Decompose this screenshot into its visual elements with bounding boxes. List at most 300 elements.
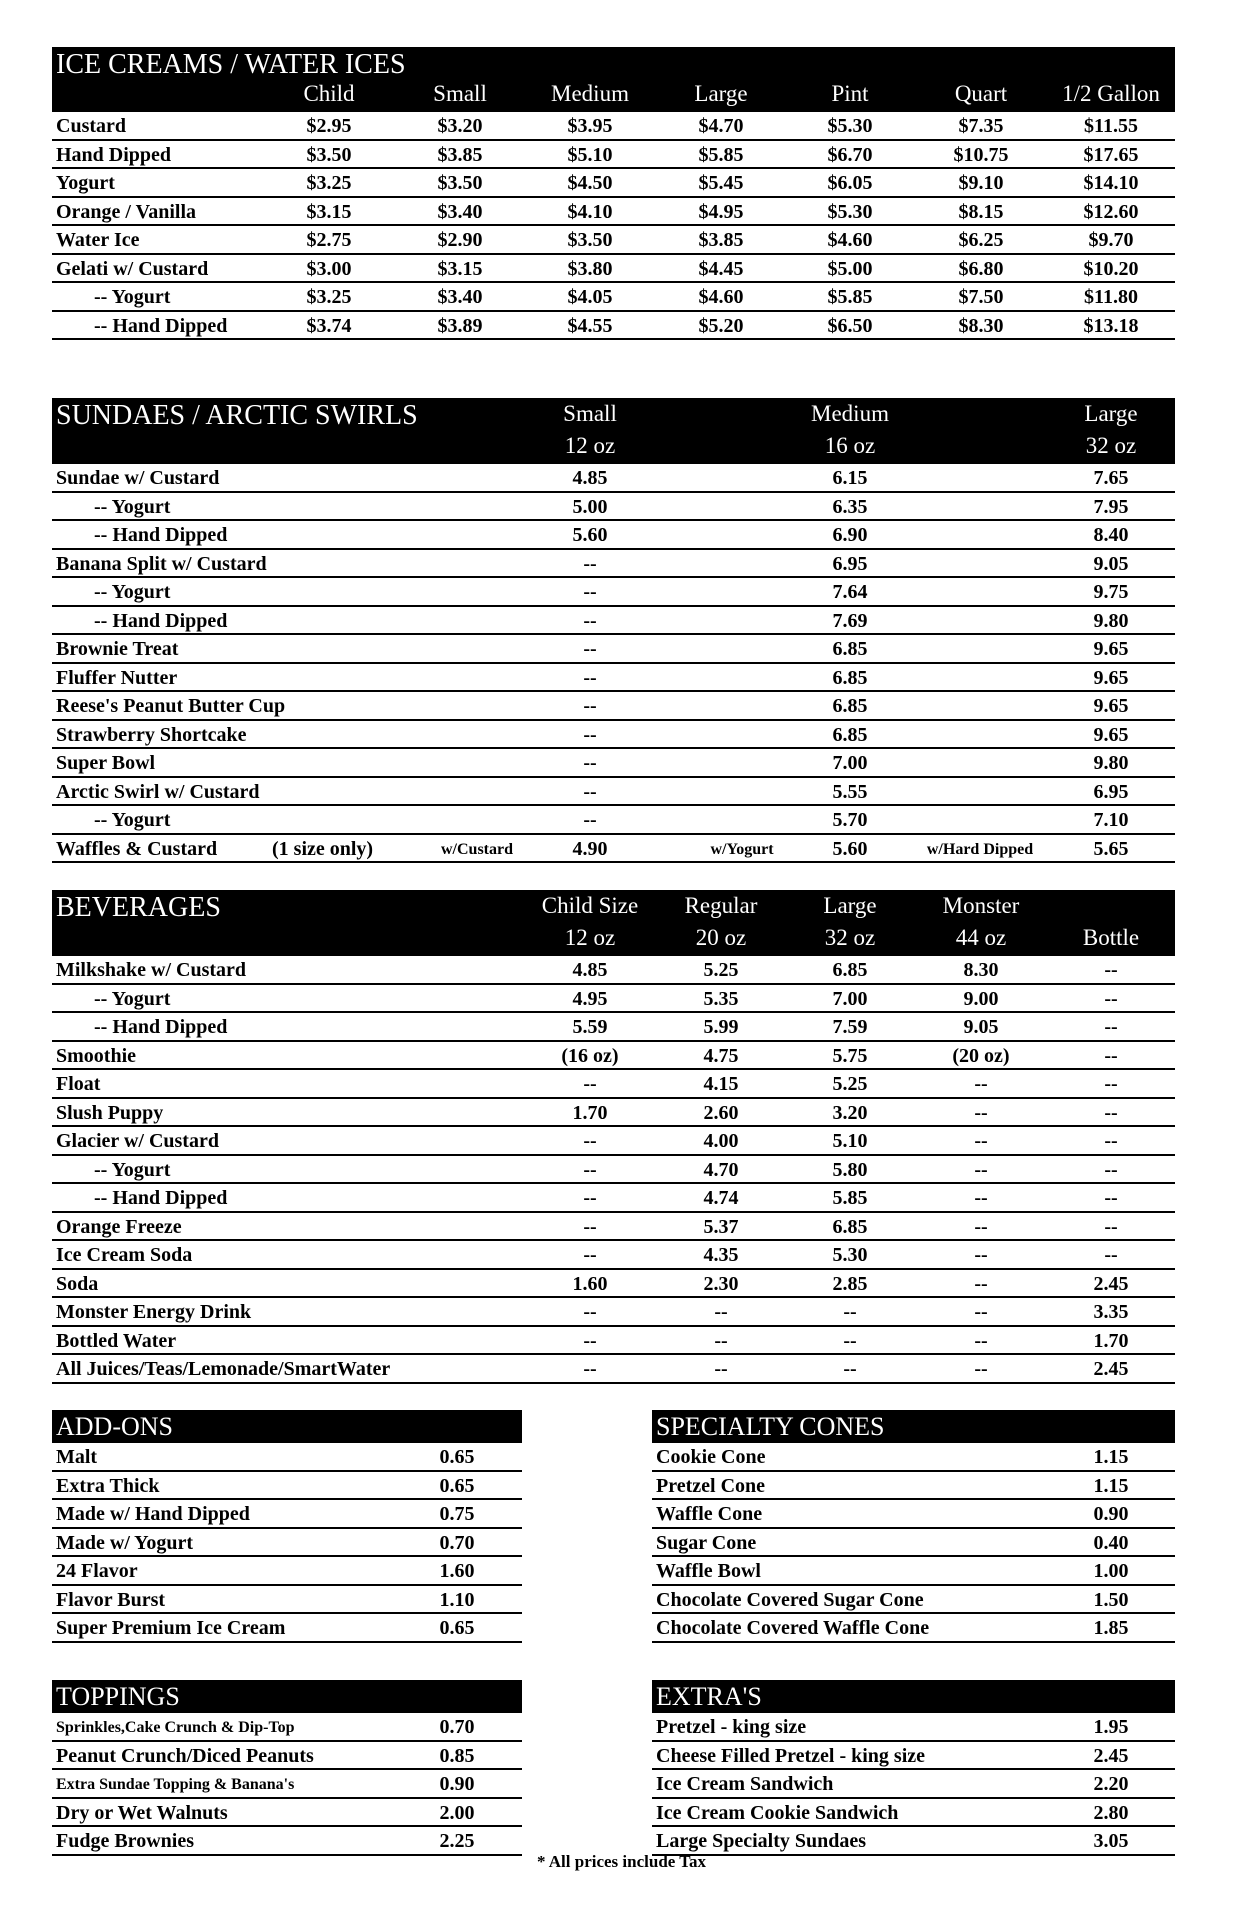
item-price: 2.20 <box>1093 1773 1129 1795</box>
item-price: -- <box>974 1272 988 1295</box>
item-price: -- <box>974 1130 988 1152</box>
item-price: 7.95 <box>1093 495 1129 518</box>
toppings-section <box>52 1680 522 1856</box>
table-row <box>52 1327 1175 1356</box>
column-header-bottle: Bottle <box>1082 925 1140 950</box>
item-price: 0.85 <box>439 1744 475 1767</box>
item-price: -- <box>714 1358 728 1380</box>
item-price: -- <box>974 1073 988 1095</box>
item-name: -- Yogurt <box>94 495 171 518</box>
item-name: Extra Thick <box>56 1474 160 1497</box>
item-price: $5.85 <box>827 286 873 308</box>
item-price: -- <box>1104 1044 1118 1067</box>
item-price: -- <box>583 1358 597 1380</box>
column-header-large: Large <box>694 81 748 106</box>
footnote: * All prices include Tax <box>536 1852 707 1871</box>
item-price: $11.55 <box>1084 115 1138 137</box>
table-row <box>52 464 1175 493</box>
table-row <box>52 1070 1175 1099</box>
item-price: 0.65 <box>439 1617 475 1639</box>
item-name: Banana Split w/ Custard <box>56 552 267 575</box>
list-item <box>52 1614 522 1643</box>
item-name: -- Hand Dipped <box>94 1016 228 1038</box>
item-price: 5.10 <box>832 1130 868 1152</box>
item-name: -- Yogurt <box>94 987 171 1010</box>
item-price: 5.55 <box>832 780 868 803</box>
item-price: 0.40 <box>1093 1531 1129 1554</box>
item-price: $3.50 <box>567 229 613 251</box>
list-item <box>652 1500 1175 1529</box>
item-price: 5.37 <box>703 1215 739 1238</box>
item-price: $11.80 <box>1084 286 1138 308</box>
item-price: 2.45 <box>1093 1744 1129 1767</box>
table-row <box>52 956 1175 985</box>
item-price: $3.25 <box>306 172 352 194</box>
table-row <box>52 692 1175 721</box>
item-price: 9.65 <box>1093 666 1129 689</box>
item-price: $2.95 <box>306 115 352 137</box>
table-row <box>52 1042 1175 1071</box>
item-price: 6.90 <box>832 524 868 546</box>
item-price: 4.85 <box>572 959 608 981</box>
item-price: 4.35 <box>703 1244 739 1266</box>
item-price: -- <box>974 1329 988 1352</box>
item-name: Dry or Wet Walnuts <box>56 1801 228 1824</box>
item-name: Hand Dipped <box>56 143 172 166</box>
item-name: Slush Puppy <box>56 1101 164 1124</box>
item-name: Soda <box>56 1272 99 1295</box>
item-price: 4.75 <box>703 1044 739 1067</box>
item-price: 5.70 <box>832 809 868 831</box>
item-name: Cheese Filled Pretzel - king size <box>656 1744 926 1767</box>
table-row <box>52 1099 1175 1128</box>
waffles-custard-label: w/Custard <box>440 840 514 858</box>
item-price: $3.85 <box>437 143 483 166</box>
item-price: 1.10 <box>439 1588 475 1611</box>
item-price: -- <box>1104 1101 1118 1124</box>
column-header-monster: Monster <box>942 893 1020 918</box>
item-name: -- Hand Dipped <box>94 524 228 546</box>
item-price: -- <box>714 1301 728 1323</box>
item-price: $3.80 <box>567 257 613 280</box>
item-price: $7.35 <box>958 115 1004 137</box>
item-price: $4.50 <box>567 172 613 194</box>
list-item <box>652 1713 1175 1742</box>
item-price: $3.25 <box>306 286 352 308</box>
column-header-large: Large <box>823 893 877 918</box>
ice-creams-rows <box>52 112 1175 340</box>
item-price: 5.85 <box>832 1187 868 1209</box>
item-price: 9.05 <box>963 1016 999 1038</box>
beverages-header <box>52 890 1175 956</box>
item-price: 4.00 <box>703 1130 739 1152</box>
item-name: Fluffer Nutter <box>56 666 178 689</box>
item-name: -- Hand Dipped <box>94 314 228 337</box>
item-price: $13.18 <box>1083 314 1139 337</box>
item-name: Waffle Cone <box>656 1503 763 1525</box>
item-price: $5.85 <box>698 143 744 166</box>
item-price: 2.30 <box>703 1272 739 1295</box>
item-price: -- <box>714 1329 728 1352</box>
waffles-row <box>52 835 1175 864</box>
item-price: $12.60 <box>1083 200 1139 223</box>
item-price: 0.75 <box>439 1503 475 1525</box>
table-row <box>52 607 1175 636</box>
table-row <box>52 749 1175 778</box>
item-price: 6.15 <box>832 467 868 489</box>
item-price: $3.89 <box>437 314 483 337</box>
item-price: $6.70 <box>827 143 873 166</box>
item-price: $3.40 <box>437 200 483 223</box>
item-name: Super Premium Ice Cream <box>56 1617 286 1639</box>
item-price: $5.45 <box>698 172 744 194</box>
ice-creams-section <box>52 47 1175 340</box>
item-price: 6.85 <box>832 695 868 717</box>
item-price: 5.80 <box>832 1158 868 1181</box>
table-row <box>52 985 1175 1014</box>
item-price: 6.85 <box>832 959 868 981</box>
item-price: 6.85 <box>832 1215 868 1238</box>
item-name: Cookie Cone <box>656 1446 766 1468</box>
item-price: $3.00 <box>306 257 352 280</box>
table-row <box>52 664 1175 693</box>
list-item <box>52 1742 522 1771</box>
item-price: 5.30 <box>832 1244 868 1266</box>
item-price: -- <box>1104 1158 1118 1181</box>
addons-title: ADD-ONS <box>56 1412 173 1441</box>
item-price: -- <box>843 1301 857 1323</box>
cones-title: SPECIALTY CONES <box>656 1412 885 1441</box>
item-price: -- <box>583 809 597 831</box>
item-price: $10.75 <box>953 143 1009 166</box>
ice-creams-title: ICE CREAMS / WATER ICES <box>56 49 406 80</box>
item-price: $3.15 <box>437 257 483 280</box>
item-price: 1.95 <box>1093 1716 1129 1738</box>
table-row <box>52 1298 1175 1327</box>
item-name: -- Yogurt <box>94 809 171 831</box>
item-price: $7.50 <box>958 286 1004 308</box>
item-name: Bottled Water <box>56 1329 177 1352</box>
item-price: $5.20 <box>698 314 744 337</box>
table-row <box>52 112 1175 141</box>
beverages-section <box>52 890 1175 1384</box>
item-price: $3.40 <box>437 286 483 308</box>
table-row <box>52 778 1175 807</box>
item-price: 9.75 <box>1093 581 1129 603</box>
item-name: -- Hand Dipped <box>94 609 228 632</box>
item-name: Strawberry Shortcake <box>56 723 247 746</box>
list-item <box>52 1586 522 1615</box>
item-price: -- <box>583 1329 597 1352</box>
item-price: 1.85 <box>1093 1617 1129 1639</box>
sundaes-header <box>52 398 1175 464</box>
item-price: 6.95 <box>832 552 868 575</box>
item-price: -- <box>1104 1215 1118 1238</box>
item-price: -- <box>1104 1244 1118 1266</box>
list-item <box>652 1799 1175 1828</box>
item-price: 0.70 <box>439 1531 475 1554</box>
item-price: $3.85 <box>698 229 744 251</box>
item-price: 0.65 <box>439 1474 475 1497</box>
list-item <box>52 1443 522 1472</box>
column-header-child-size: Child Size <box>541 893 639 918</box>
item-price: 5.99 <box>703 1016 739 1038</box>
item-name: Monster Energy Drink <box>56 1301 252 1323</box>
table-row <box>52 1213 1175 1242</box>
item-price: -- <box>583 1301 597 1323</box>
item-name: Pretzel - king size <box>656 1716 807 1738</box>
item-price: $5.10 <box>567 143 613 166</box>
item-price: $3.15 <box>306 200 352 223</box>
item-name: Ice Cream Cookie Sandwich <box>656 1801 899 1824</box>
item-name: All Juices/Teas/Lemonade/SmartWater <box>56 1358 391 1380</box>
list-item <box>652 1742 1175 1771</box>
addons-section <box>52 1410 522 1643</box>
table-row <box>52 312 1175 341</box>
item-price: 4.74 <box>703 1187 739 1209</box>
item-price: 9.65 <box>1093 723 1129 746</box>
item-name: Custard <box>56 115 127 137</box>
extras-title: EXTRA'S <box>656 1682 762 1711</box>
item-name: Fudge Brownies <box>56 1830 194 1852</box>
item-name: Chocolate Covered Sugar Cone <box>656 1588 924 1611</box>
item-price: 6.95 <box>1093 780 1129 803</box>
item-name: Flavor Burst <box>56 1588 166 1611</box>
table-row <box>52 1156 1175 1185</box>
item-price: $3.50 <box>437 172 483 194</box>
item-price: 1.60 <box>572 1272 608 1295</box>
item-price: 5.00 <box>572 495 608 518</box>
item-price: -- <box>583 1073 597 1095</box>
item-price: $5.30 <box>827 200 873 223</box>
item-price: -- <box>583 723 597 746</box>
item-price: -- <box>583 780 597 803</box>
item-price: 4.70 <box>703 1158 739 1181</box>
table-row <box>52 635 1175 664</box>
item-price: -- <box>974 1158 988 1181</box>
item-price: $8.30 <box>958 314 1004 337</box>
table-row <box>52 255 1175 284</box>
item-price: $3.20 <box>437 115 483 137</box>
ice-creams-header <box>52 47 1175 112</box>
item-name: -- Yogurt <box>94 1158 171 1181</box>
item-price: -- <box>583 1215 597 1238</box>
table-row <box>52 169 1175 198</box>
waffles-note: (1 size only) <box>272 837 374 860</box>
waffles-dipped-price: 5.65 <box>1093 837 1129 860</box>
item-price: $4.95 <box>698 200 744 223</box>
item-price: 9.05 <box>1093 552 1129 575</box>
item-price: 1.60 <box>439 1560 475 1582</box>
item-price: 4.15 <box>703 1073 739 1095</box>
item-price: -- <box>974 1187 988 1209</box>
column-header-half-gallon: 1/2 Gallon <box>1062 81 1160 106</box>
item-price: 3.35 <box>1093 1301 1129 1323</box>
extras-header <box>652 1680 1175 1713</box>
item-price: 7.64 <box>832 581 868 603</box>
toppings-title: TOPPINGS <box>56 1682 180 1711</box>
item-name: Reese's Peanut Butter Cup <box>56 695 286 717</box>
item-name: Ice Cream Sandwich <box>656 1773 834 1795</box>
column-header-small: Small <box>563 401 617 426</box>
item-price: -- <box>583 1244 597 1266</box>
item-price: $4.60 <box>827 229 873 251</box>
item-price: $14.10 <box>1083 172 1139 194</box>
item-price: 9.65 <box>1093 695 1129 717</box>
sundaes-rows <box>52 464 1175 835</box>
list-item <box>52 1770 522 1799</box>
item-price: -- <box>1104 1073 1118 1095</box>
item-price: $6.25 <box>958 229 1004 251</box>
item-price: 9.80 <box>1093 609 1129 632</box>
item-price: 1.15 <box>1093 1446 1129 1468</box>
table-row <box>52 141 1175 170</box>
item-price: 0.70 <box>439 1716 475 1738</box>
item-price: (16 oz) <box>561 1044 619 1067</box>
item-name: Peanut Crunch/Diced Peanuts <box>56 1744 314 1767</box>
item-price: 5.60 <box>572 524 608 546</box>
waffles-dipped-label: w/Hard Dipped <box>926 840 1034 858</box>
item-price: 0.90 <box>439 1773 475 1795</box>
item-price: -- <box>1104 1130 1118 1152</box>
column-size-large: 32 oz <box>824 925 876 950</box>
item-price: 3.20 <box>832 1101 868 1124</box>
column-size-child: 12 oz <box>564 925 616 950</box>
list-item <box>52 1472 522 1501</box>
item-price: -- <box>974 1358 988 1380</box>
item-price: -- <box>583 552 597 575</box>
toppings-header <box>52 1680 522 1713</box>
item-price: 6.85 <box>832 666 868 689</box>
column-header-regular: Regular <box>684 893 758 918</box>
list-item <box>52 1557 522 1586</box>
item-price: -- <box>1104 1016 1118 1038</box>
item-price: 2.25 <box>439 1830 475 1852</box>
table-row <box>52 1270 1175 1299</box>
table-row <box>52 1013 1175 1042</box>
item-price: -- <box>583 581 597 603</box>
column-size-regular: 20 oz <box>695 925 747 950</box>
list-item <box>652 1770 1175 1799</box>
item-price: 1.15 <box>1093 1474 1129 1497</box>
item-price: $4.60 <box>698 286 744 308</box>
item-price: -- <box>974 1101 988 1124</box>
item-price: -- <box>583 1158 597 1181</box>
item-name: Extra Sundae Topping & Banana's <box>56 1776 295 1793</box>
item-price: 9.00 <box>963 987 999 1010</box>
item-price: -- <box>974 1244 988 1266</box>
item-name: Waffle Bowl <box>656 1560 761 1582</box>
waffles-custard-price: 4.90 <box>572 837 608 860</box>
item-price: 2.00 <box>439 1801 475 1824</box>
item-name: Pretzel Cone <box>656 1474 766 1497</box>
item-price: $4.70 <box>698 115 744 137</box>
item-price: 1.70 <box>1093 1329 1129 1352</box>
column-header-medium: Medium <box>811 401 889 426</box>
list-item <box>652 1614 1175 1643</box>
item-price: $4.45 <box>698 257 744 280</box>
sundaes-title: SUNDAES / ARCTIC SWIRLS <box>56 400 418 431</box>
item-name: Sundae w/ Custard <box>56 467 220 489</box>
item-price: $3.74 <box>306 314 352 337</box>
item-price: 7.65 <box>1093 467 1129 489</box>
item-price: 3.05 <box>1093 1830 1129 1852</box>
column-size-medium: 16 oz <box>824 433 876 458</box>
item-name: Chocolate Covered Waffle Cone <box>656 1617 930 1639</box>
item-name: Glacier w/ Custard <box>56 1130 219 1152</box>
item-name: Super Bowl <box>56 752 156 774</box>
item-price: -- <box>583 609 597 632</box>
item-price: -- <box>843 1329 857 1352</box>
waffles-name: Waffles & Custard <box>56 837 218 860</box>
addons-header <box>52 1410 522 1443</box>
addons-rows <box>52 1443 522 1643</box>
item-price: -- <box>583 1187 597 1209</box>
item-price: -- <box>583 1130 597 1152</box>
item-price: 5.25 <box>832 1073 868 1095</box>
item-name: Brownie Treat <box>56 638 179 660</box>
item-price: $2.75 <box>306 229 352 251</box>
table-row <box>52 806 1175 835</box>
item-price: 2.80 <box>1093 1801 1129 1824</box>
item-price: $6.50 <box>827 314 873 337</box>
item-name: Yogurt <box>56 172 115 194</box>
beverages-title: BEVERAGES <box>56 892 221 923</box>
list-item <box>652 1472 1175 1501</box>
item-name: Orange Freeze <box>56 1215 182 1238</box>
table-row <box>52 521 1175 550</box>
toppings-rows <box>52 1713 522 1856</box>
item-name: Milkshake w/ Custard <box>56 959 247 981</box>
item-price: 6.85 <box>832 638 868 660</box>
item-name: -- Yogurt <box>94 286 171 308</box>
item-price: -- <box>974 1301 988 1323</box>
item-name: Made w/ Yogurt <box>56 1531 194 1554</box>
item-price: 6.35 <box>832 495 868 518</box>
waffles-yogurt-label: w/Yogurt <box>710 840 774 858</box>
list-item <box>52 1713 522 1742</box>
item-name: Large Specialty Sundaes <box>656 1830 867 1852</box>
item-price: 6.85 <box>832 723 868 746</box>
item-price: $6.05 <box>827 172 873 194</box>
item-price: 8.40 <box>1093 524 1129 546</box>
item-price: -- <box>583 666 597 689</box>
list-item <box>52 1529 522 1558</box>
item-price: 7.10 <box>1093 809 1129 831</box>
item-price: -- <box>583 752 597 774</box>
item-price: 1.50 <box>1093 1588 1129 1611</box>
column-size-small: 12 oz <box>564 433 616 458</box>
column-header-quart: Quart <box>954 81 1008 106</box>
item-price: 5.59 <box>572 1016 608 1038</box>
column-header-pint: Pint <box>831 81 869 106</box>
item-price: $5.00 <box>827 257 873 280</box>
item-price: $17.65 <box>1083 143 1139 166</box>
item-price: 0.65 <box>439 1446 475 1468</box>
sundaes-section <box>52 398 1175 863</box>
item-price: $4.10 <box>567 200 613 223</box>
item-price: 1.00 <box>1093 1560 1129 1582</box>
table-row <box>52 283 1175 312</box>
item-price: 7.00 <box>832 987 868 1010</box>
item-price: -- <box>1104 987 1118 1010</box>
table-row <box>52 721 1175 750</box>
item-price: $8.15 <box>958 200 1004 223</box>
column-size-monster: 44 oz <box>955 925 1007 950</box>
item-price: -- <box>1104 959 1118 981</box>
item-name: Water Ice <box>56 229 140 251</box>
item-name: -- Hand Dipped <box>94 1187 228 1209</box>
